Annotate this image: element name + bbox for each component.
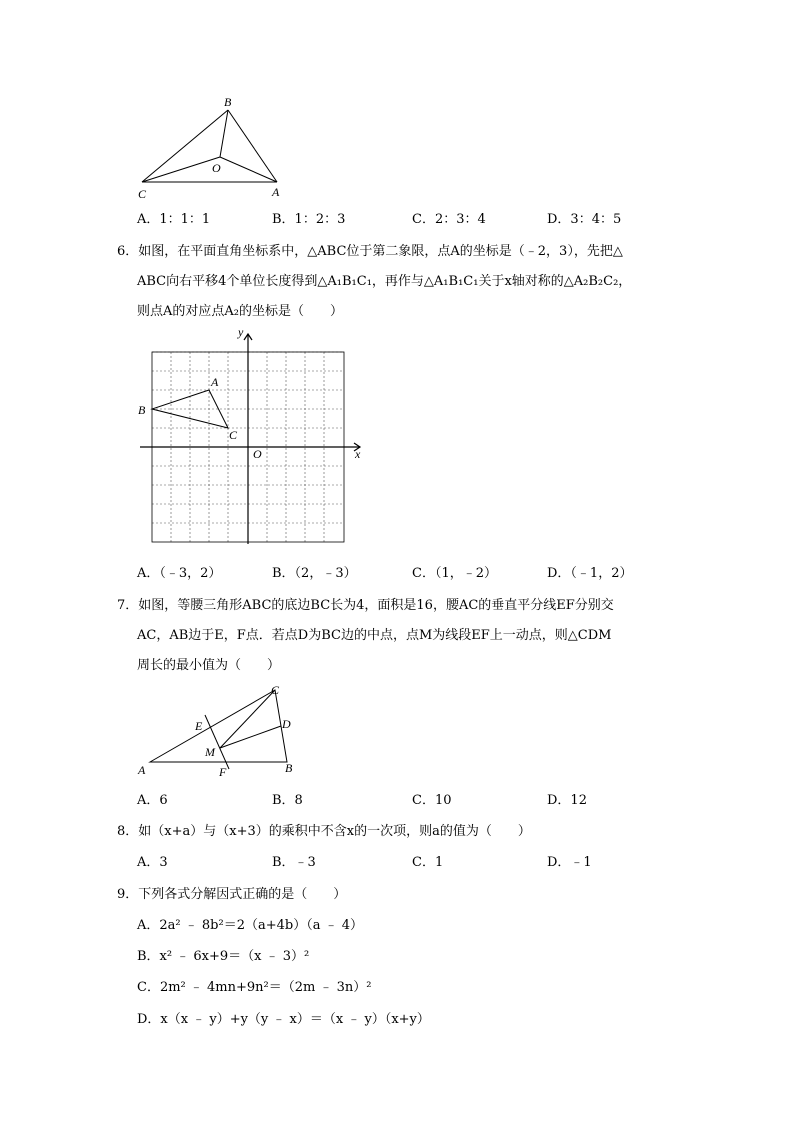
- label-o: O: [253, 447, 262, 461]
- label-a: A: [211, 375, 219, 389]
- q7-isosceles-triangle-figure: [135, 680, 315, 780]
- q6-coordinate-grid-figure: [135, 326, 375, 551]
- label-c: C: [229, 428, 238, 442]
- segment-mc: [220, 690, 275, 748]
- label-c: C: [271, 683, 280, 697]
- q5-option-c: C．2：3：4: [412, 212, 486, 227]
- q9-option-c: C．2m² ﹣ 4mn+9n²＝（2m ﹣ 3n）²: [137, 980, 372, 995]
- q6-text-line2: ABC向右平移4个单位长度得到△A₁B₁C₁，再作与△A₁B₁C₁关于x轴对称的△A₂B₂C₂，: [137, 274, 632, 289]
- label-a: A: [138, 763, 146, 777]
- q7-text-line1: 7．如图，等腰三角形ABC的底边BC长为4，面积是16，腰AC的垂直平分线EF分别交: [117, 598, 614, 613]
- q7-text-line3: 周长的最小值为（ ）: [137, 658, 281, 673]
- label-o: O: [212, 161, 221, 175]
- q5-option-a: A．1：1：1: [137, 212, 211, 227]
- q6-option-c: C．（1，﹣2）: [412, 566, 497, 581]
- q7-option-b: B．8: [272, 793, 303, 808]
- label-m: M: [205, 745, 215, 759]
- q9-option-b: B．x² ﹣ 6x+9＝（x ﹣ 3）²: [137, 949, 310, 964]
- q6-text-line3: 则点A的对应点A₂的坐标是（ ）: [137, 304, 343, 319]
- label-b: B: [285, 761, 293, 775]
- q5-triangle-figure: [130, 92, 290, 202]
- label-y: y: [238, 326, 244, 339]
- label-b: B: [224, 95, 232, 109]
- q9-text-line1: 9．下列各式分解因式正确的是（ ）: [117, 887, 347, 902]
- q6-option-a: A．（﹣3，2）: [137, 566, 222, 581]
- q8-option-b: B．﹣3: [272, 855, 316, 870]
- q7-option-c: C．10: [412, 793, 452, 808]
- q6-option-d: D．（﹣1，2）: [547, 566, 633, 581]
- label-x: x: [355, 447, 361, 461]
- q7-text-line2: AC，AB边于E，F点．若点D为BC边的中点，点M为线段EF上一动点，则△CDM: [137, 628, 612, 643]
- q9-option-d: D．x（x ﹣ y）+y（y ﹣ x）＝（x ﹣ y）（x+y）: [137, 1012, 430, 1027]
- q8-option-d: D．﹣1: [547, 855, 592, 870]
- segment-md: [220, 726, 281, 748]
- q7-option-a: A．6: [137, 793, 168, 808]
- q6-text-line1: 6．如图，在平面直角坐标系中，△ABC位于第二象限，点A的坐标是（﹣2，3），先把△: [117, 244, 623, 259]
- label-f: F: [219, 765, 227, 779]
- label-c: C: [138, 187, 147, 201]
- q8-option-a: A．3: [137, 855, 168, 870]
- q9-option-a: A．2a² ﹣ 8b²＝2（a+4b）（a ﹣ 4）: [137, 918, 363, 933]
- q5-option-b: B．1：2：3: [272, 212, 346, 227]
- label-b: B: [138, 403, 146, 417]
- q8-text-line1: 8．如（x+a）与（x+3）的乘积中不含x的一次项，则a的值为（ ）: [117, 824, 531, 839]
- label-d: D: [282, 717, 291, 731]
- triangle-abc: [150, 690, 287, 762]
- q6-option-b: B．（2，﹣3）: [272, 566, 357, 581]
- label-a: A: [272, 185, 280, 199]
- label-e: E: [195, 719, 203, 733]
- q8-option-c: C．1: [412, 855, 444, 870]
- q7-option-d: D．12: [547, 793, 587, 808]
- q5-option-d: D．3：4：5: [547, 212, 622, 227]
